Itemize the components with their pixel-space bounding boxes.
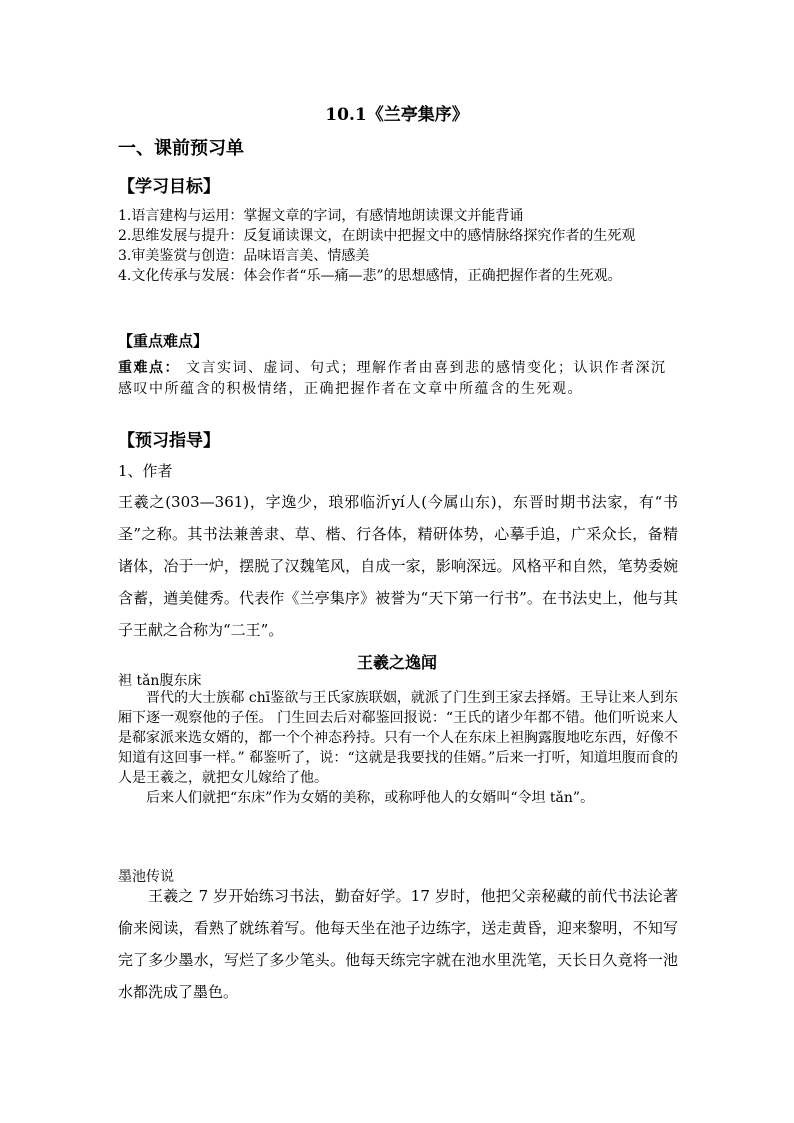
story1-title: 袒 tǎn腹东床: [118, 673, 202, 689]
difficulty-paragraph: [118, 358, 678, 400]
guide-heading: 【预习指导】: [118, 431, 220, 451]
difficulty-text: 文言实词、虚词、句式；理解作者由喜到悲的感情变化；认识作者深沉感叹中所蕴含的积极情绪，正确把握作者在文章中所蕴含的生死观。: [118, 360, 667, 397]
difficulty-heading: 【重点难点】: [118, 332, 209, 350]
story2-title: 墨池传说: [118, 869, 174, 885]
author-heading: 1、作者: [118, 462, 173, 480]
goal-item: 3.审美鉴赏与创造：品味语言美、情感美: [118, 248, 370, 264]
goal-item: 1.语言建构与运用：掌握文章的字词，有感情地朗读课文并能背诵: [118, 208, 524, 224]
story-title: 王羲之逸闻: [356, 653, 437, 672]
story2-paragraph: 王羲之 7 岁开始练习书法，勤奋好学。17 岁时，他把父亲秘藏的前代书法论著偷来阅读，看熟了就练着写。他每天坐在池子边练字，送走黄昏，迎来黎明，不知写完了多少墨水，写烂了多少笔头。他每天练完字就在池水里洗笔，天长日久竟将一池水都洗成了墨色。: [118, 887, 678, 1001]
goal-item: 4.文化传承与发展：体会作者“乐—痛—悲”的思想感情，正确把握作者的生死观。: [118, 268, 622, 284]
goals-list: [118, 206, 678, 286]
section-heading-preview: 一、课前预习单: [118, 138, 244, 159]
difficulty-label: 重难点：: [118, 360, 180, 376]
story1-body: [118, 688, 678, 808]
goals-heading: 【学习目标】: [118, 177, 220, 197]
story1-paragraph: 后来人们就把“东床”作为女婿的美称，或称呼他人的女婿叫“令坦 tǎn”。: [146, 790, 595, 806]
story1-paragraph: 晋代的大士族郗 chī鉴欲与王氏家族联姻，就派了门生到王家去择婿。王导让来人到东厢下逐一观察他的子侄。 门生回去后对郗鉴回报说：“王氏的诸少年都不错。他们听说来人是郗家派来选女婿的，都一个个神态矜持。只有一个人在东床上袒胸露腹地吃东西，好像不知道有这回事一样。” 郗鉴听了，说：“这就是我要找的佳婿。”后来一打听，知道坦腹而食的人是王羲之，就把女儿嫁给了他。: [118, 690, 678, 786]
author-paragraph: 王羲之(303—361)，字逸少，琅邪临沂yí人(今属山东)，东晋时期书法家，有“书圣”之称。其书法兼善隶、草、楷、行各体，精研体势，心摹手追，广采众长，备精诸体，冶于一炉，摆脱了汉魏笔风，自成一家，影响深远。风格平和自然，笔势委婉含蓄，遒美健秀。代表作《兰亭集序》被誉为“天下第一行书”。在书法史上，他与其子王献之合称为“二王”。: [118, 493, 678, 639]
page-title: 10.1《兰亭集序》: [325, 105, 469, 125]
goal-item: 2.思维发展与提升：反复诵读课文，在朗读中把握文中的感情脉络探究作者的生死观: [118, 228, 636, 244]
